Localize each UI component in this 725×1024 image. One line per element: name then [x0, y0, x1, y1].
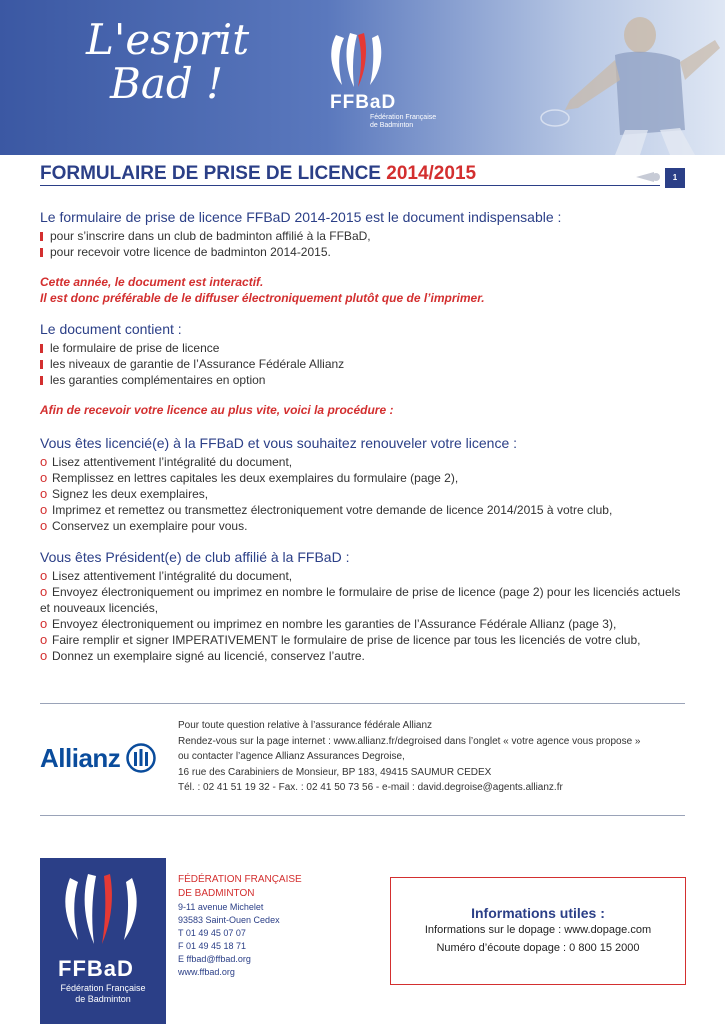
shuttlecock-icon — [632, 170, 662, 184]
ffbad-sub-line1: Fédération Française — [370, 114, 437, 121]
allianz-line-3: ou contacter l’agence Allianz Assurances Degroise, — [178, 751, 405, 762]
licencie-item-5: Conservez un exemplaire pour vous. — [52, 519, 248, 533]
licencie-item-4: Imprimez et remettez ou transmettez électroniquement votre demande de licence 2014/2015 à votre club, — [52, 503, 613, 517]
ffbad-brand-sub — [370, 114, 436, 130]
badminton-player-photo — [520, 0, 725, 155]
footer-sub-line1: Fédération Française — [60, 983, 146, 993]
licencie-item-2: Remplissez en lettres capitales les deux exemplaires du formulaire (page 2), — [52, 471, 459, 485]
footer-sub-line2: de Badminton — [75, 994, 131, 1004]
intro-item-2: pour recevoir votre licence de badminton 2014-2015. — [50, 245, 331, 259]
fed-name-line1: FÉDÉRATION FRANÇAISE — [178, 874, 302, 885]
contents-item-1: le formulaire de prise de licence — [50, 341, 220, 355]
allianz-contact-info — [178, 718, 683, 796]
allianz-logo-text: Allianz — [40, 742, 121, 773]
shuttlecock-feathers-icon — [322, 30, 392, 90]
title-row — [40, 163, 685, 187]
licencie-item-1: Lisez attentivement l’intégralité du document, — [52, 455, 293, 469]
list-item: o Donnez un exemplaire signé au licencié, conservez l’autre. — [40, 648, 365, 663]
useful-info-box — [390, 877, 686, 985]
procedure-intro: Afin de recevoir votre licence au plus vite, voici la procédure : — [40, 403, 394, 417]
ffbad-header-logo — [322, 30, 442, 129]
header-banner — [0, 0, 725, 155]
list-item: o Lisez attentivement l’intégralité du document, — [40, 454, 293, 469]
fed-name-line2: DE BADMINTON — [178, 888, 255, 899]
list-item — [40, 340, 685, 356]
list-item: o Envoyez électroniquement ou imprimez en nombre les garanties de l’Assurance Fédérale Allianz (page 3), — [40, 616, 617, 631]
list-item — [40, 356, 685, 372]
notice-line2: Il est donc préférable de le diffuser électroniquement plutôt que de l’imprimer. — [40, 291, 485, 305]
allianz-logo — [40, 738, 156, 778]
ffbad-sub-line2: de Badminton — [370, 122, 414, 129]
list-item — [40, 228, 685, 244]
divider-top — [40, 703, 685, 704]
intro-heading: Le formulaire de prise de licence FFBaD 2014-2015 est le document indispensable : — [40, 209, 562, 225]
list-item — [40, 372, 685, 388]
list-item: o Envoyez électroniquement ou imprimez en nombre le formulaire de prise de licence (page 2) pour les licenciés actuels et nouveaux licenciés, — [40, 584, 681, 615]
president-item-3: Envoyez électroniquement ou imprimez en nombre les garanties de l’Assurance Fédérale Allianz (page 3), — [52, 617, 617, 631]
president-item-2: Envoyez électroniquement ou imprimez en nombre le formulaire de prise de licence (page 2) pour les licenciés actuels et nouveaux licenciés, — [40, 585, 681, 615]
title-main: FORMULAIRE DE PRISE DE LICENCE — [40, 163, 381, 184]
footer-brand-name: FFBaD — [58, 956, 134, 981]
president-heading: Vous êtes Président(e) de club affilié à la FFBaD : — [40, 549, 350, 565]
fed-web: www.ffbad.org — [178, 967, 235, 977]
list-item: o Imprimez et remettez ou transmettez électroniquement votre demande de licence 2014/2015 à votre club, — [40, 502, 613, 517]
info-box-title: Informations utiles : — [471, 905, 605, 921]
info-box-line2: Numéro d’écoute dopage : 0 800 15 2000 — [436, 942, 640, 954]
script-logo-line1: L'esprit — [86, 15, 250, 64]
notice-line1: Cette année, le document est interactif. — [40, 275, 264, 289]
allianz-eagle-icon — [126, 743, 156, 773]
info-box-line1: Informations sur le dopage : www.dopage.com — [424, 924, 652, 936]
list-item: o Signez les deux exemplaires, — [40, 486, 209, 501]
licencie-heading: Vous êtes licencié(e) à la FFBaD et vous souhaitez renouveler votre licence : — [40, 435, 518, 451]
fed-address-2: 93583 Saint-Ouen Cedex — [178, 915, 280, 925]
fed-email: E ffbad@ffbad.org — [178, 954, 251, 964]
fed-phone: T 01 49 45 07 07 — [178, 928, 246, 938]
list-item: o Conservez un exemplaire pour vous. — [40, 518, 248, 533]
allianz-line-5: Tél. : 02 41 51 19 32 - Fax. : 02 41 50 73 56 - e-mail : david.degroise@agents.allianz.fr — [178, 782, 563, 793]
president-item-4: Faire remplir et signer IMPERATIVEMENT le formulaire de prise de licence par tous les licenciés de votre club, — [52, 633, 641, 647]
contents-heading: Le document contient : — [40, 321, 182, 337]
president-item-5: Donnez un exemplaire signé au licencié, conservez l’autre. — [52, 649, 365, 663]
president-item-1: Lisez attentivement l’intégralité du document, — [52, 569, 293, 583]
fed-fax: F 01 49 45 18 71 — [178, 941, 247, 951]
contents-item-2: les niveaux de garantie de l’Assurance Fédérale Allianz — [50, 357, 345, 371]
intro-item-1: pour s’inscrire dans un club de badminton affilié à la FFBaD, — [50, 229, 371, 243]
page-number: 1 — [665, 168, 685, 188]
page-title — [40, 163, 685, 185]
ffbad-footer-logo — [40, 858, 166, 1024]
main-content — [40, 208, 685, 664]
allianz-line-1: Pour toute question relative à l’assurance fédérale Allianz — [178, 720, 433, 731]
list-item: o Remplissez en lettres capitales les deux exemplaires du formulaire (page 2), — [40, 470, 459, 485]
contents-item-3: les garanties complémentaires en option — [50, 373, 266, 387]
allianz-line-2: Rendez-vous sur la page internet : www.allianz.fr/degroised dans l’onglet « votre agence vous propose » — [178, 735, 641, 747]
allianz-line-4: 16 rue des Carabiniers de Monsieur, BP 183, 49415 SAUMUR CEDEX — [178, 766, 492, 778]
script-logo-line2: Bad ! — [110, 59, 224, 108]
divider-bottom — [40, 815, 685, 816]
title-year: 2014/2015 — [386, 163, 477, 184]
federation-contact — [178, 873, 358, 979]
list-item: o Lisez attentivement l’intégralité du document, — [40, 568, 293, 583]
list-item: o Faire remplir et signer IMPERATIVEMENT le formulaire de prise de licence par tous les licenciés de votre club, — [40, 632, 641, 647]
licencie-item-3: Signez les deux exemplaires, — [52, 487, 209, 501]
list-item — [40, 244, 685, 260]
ffbad-brand-name: FFBaD — [330, 92, 397, 113]
title-underline — [40, 185, 660, 186]
lesprit-bad-logo — [86, 15, 250, 108]
footer-brand-sub — [50, 983, 156, 1005]
fed-address-1: 9-11 avenue Michelet — [178, 902, 264, 912]
shuttlecock-feathers-icon — [40, 858, 166, 953]
